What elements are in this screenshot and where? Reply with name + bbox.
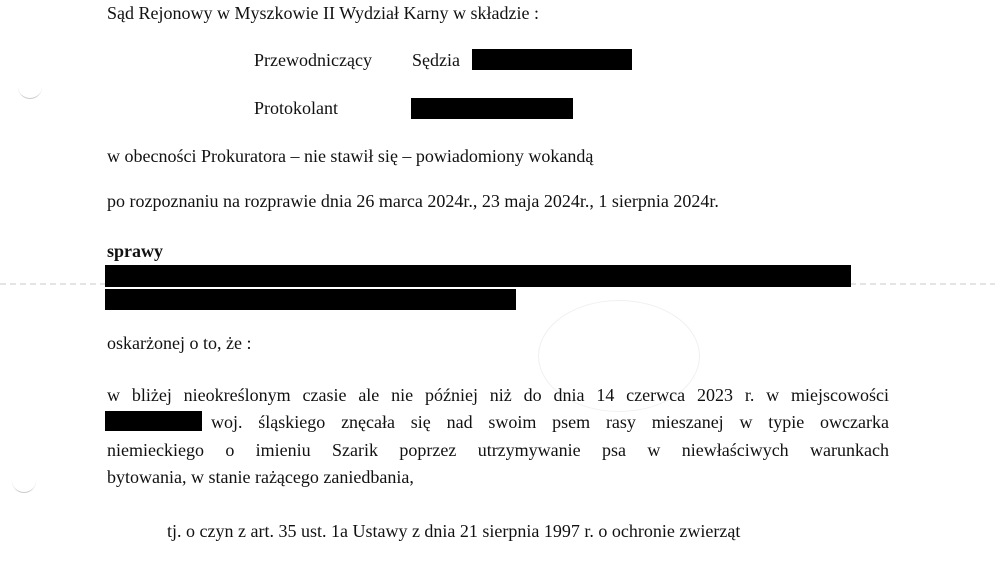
redacted-case-details-line-1 xyxy=(105,265,851,287)
legal-basis-line: tj. o czyn z art. 35 ust. 1a Ustawy z dnia 21 sierpnia 1997 r. o ochronie zwierząt xyxy=(167,521,741,541)
hearing-dates-line: po rozpoznaniu na rozprawie dnia 26 marca 2024r., 23 maja 2024r., 1 sierpnia 2024r. xyxy=(107,191,719,211)
redacted-clerk-name xyxy=(411,98,573,119)
clerk-label: Protokolant xyxy=(254,98,338,118)
redacted-case-details-line-2 xyxy=(105,289,516,310)
punch-hole-mark-top xyxy=(18,86,42,99)
prosecutor-line: w obecności Prokuratora – nie stawił się – powiadomiony wokandą xyxy=(107,146,594,166)
case-label: sprawy xyxy=(107,241,164,261)
charge-line-4: bytowania, w stanie rażącego zaniedbania, xyxy=(107,467,414,487)
court-composition-line: Sąd Rejonowy w Myszkowie II Wydział Karny w składzie : xyxy=(107,3,539,23)
redacted-locality xyxy=(105,411,202,431)
accused-intro-line: oskarżonej o to, że : xyxy=(107,333,252,353)
charge-line-3: niemieckiego o imieniu Szarik poprzez utrzymywanie psa w niewłaściwych warunkach xyxy=(107,440,889,460)
charge-line-2: woj. śląskiego znęcała się nad swoim psem rasy mieszanej w typie owczarka xyxy=(211,412,889,432)
punch-hole-mark-bottom xyxy=(12,480,36,493)
redacted-judge-name xyxy=(472,49,632,70)
presiding-label: Przewodniczący xyxy=(254,50,372,70)
judge-title: Sędzia xyxy=(412,50,460,70)
charge-line-1: w bliżej nieokreślonym czasie ale nie później niż do dnia 14 czerwca 2023 r. w miejscowości xyxy=(107,385,889,405)
